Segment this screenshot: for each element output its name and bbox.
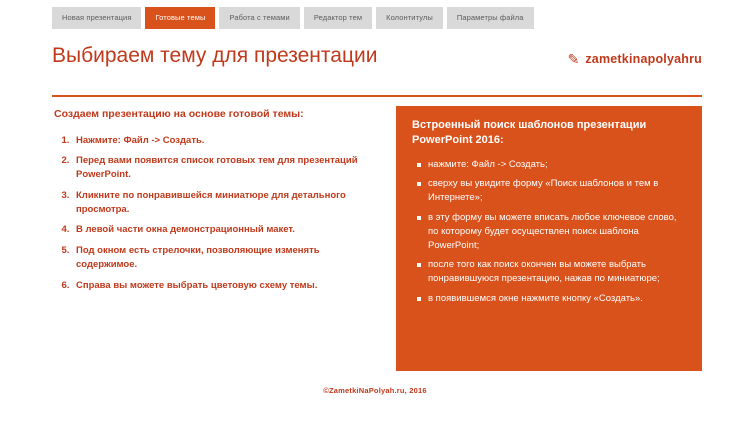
bullets-list <box>412 158 688 306</box>
title-row <box>0 38 750 84</box>
list-item: в эту форму вы можете вписать любое ключевое слово, по которому будет осуществлен поиск шаблона PowerPoint; <box>428 211 688 252</box>
right-panel <box>396 106 702 371</box>
page-title: Выбираем тему для презентации <box>52 44 378 67</box>
list-item: 6. Справа вы можете выбрать цветовую схему темы. <box>72 279 382 293</box>
title-divider <box>52 95 702 97</box>
content-area <box>52 106 702 371</box>
left-heading: Создаем презентацию на основе готовой темы: <box>54 108 304 120</box>
tab-file-parameters[interactable]: Параметры файла <box>447 7 534 29</box>
list-item: 5. Под окном есть стрелочки, позволяющие изменять содержимое. <box>72 244 382 272</box>
tab-headers-footers[interactable]: Колонтитулы <box>376 7 443 29</box>
list-item: сверху вы увидите форму «Поиск шаблонов и тем в Интернете»; <box>428 177 688 205</box>
list-item: 4. В левой части окна демонстрационный макет. <box>72 223 382 237</box>
tab-bar <box>0 0 750 36</box>
list-item: в появившемся окне нажмите кнопку «Создать». <box>428 292 688 306</box>
right-heading: Встроенный поиск шаблонов презентации PowerPoint 2016: <box>412 119 647 146</box>
list-item: 3. Кликните по понравившейся миниатюре для детального просмотра. <box>72 189 382 217</box>
tab-new-presentation[interactable]: Новая презентация <box>52 7 141 29</box>
pen-icon: ✎ <box>567 51 580 67</box>
steps-list <box>52 134 382 293</box>
list-item: нажмите: Файл -> Создать; <box>428 158 688 172</box>
tab-working-with-themes[interactable]: Работа с темами <box>219 7 299 29</box>
list-item: 2. Перед вами появится список готовых тем для презентаций PowerPoint. <box>72 154 382 182</box>
brand-name: zametkinapolyahru <box>585 52 702 66</box>
brand-logo <box>568 52 702 66</box>
tab-ready-themes[interactable]: Готовые темы <box>145 7 215 29</box>
list-item: 1. Нажмите: Файл -> Создать. <box>72 134 382 148</box>
left-column <box>52 106 382 371</box>
tab-theme-editor[interactable]: Редактор тем <box>304 7 372 29</box>
footer-copyright: ©ZametkiNaPolyah.ru, 2016 <box>323 386 427 395</box>
list-item: после того как поиск окончен вы можете выбрать понравившуюся презентацию, нажав по миниатюре; <box>428 258 688 286</box>
